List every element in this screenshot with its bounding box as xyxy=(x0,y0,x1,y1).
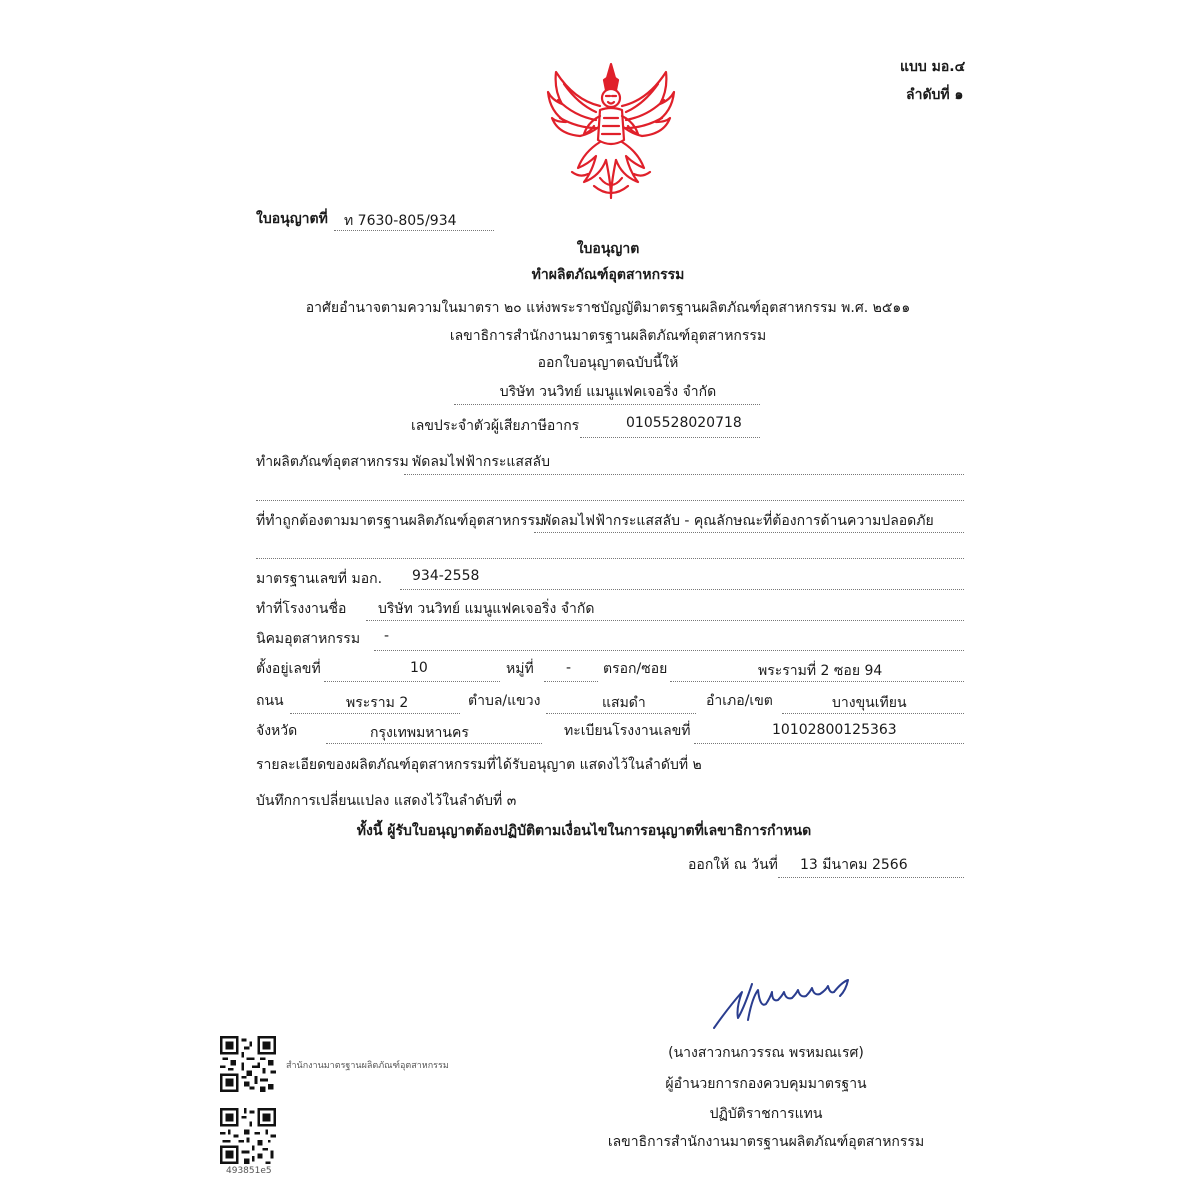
qr-caption: สำนักงานมาตรฐานผลิตภัณฑ์อุตสาหกรรม xyxy=(286,1061,449,1071)
license-number-line xyxy=(334,230,494,231)
signatory-position-2: ปฏิบัติราชการแทน xyxy=(709,1106,823,1122)
moo-label: หมู่ที่ xyxy=(506,661,534,677)
factory-label: ทำที่โรงงานชื่อ xyxy=(256,601,347,617)
factory-line xyxy=(366,620,964,621)
product-line xyxy=(404,474,964,475)
licensee-company-line xyxy=(454,404,760,405)
qr-code-icon xyxy=(220,1036,276,1092)
license-title: ใบอนุญาต xyxy=(576,241,640,257)
details-note: รายละเอียดของผลิตภัณฑ์อุตสาหกรรมที่ได้รับอนุญาต แสดงไว้ในลำดับที่ ๒ xyxy=(256,757,702,773)
product-label: ทำผลิตภัณฑ์อุตสาหกรรม xyxy=(256,454,409,470)
factory-value: บริษัท วนวิทย์ แมนูแฟคเจอริ่ง จำกัด xyxy=(378,601,595,617)
sequence-number: ลำดับที่ ๑ xyxy=(906,87,964,103)
factory-reg-label: ทะเบียนโรงงานเลขที่ xyxy=(564,723,691,739)
license-number-label: ใบอนุญาตที่ xyxy=(256,211,328,227)
license-subtitle: ทำผลิตภัณฑ์อุตสาหกรรม xyxy=(531,267,685,283)
soi-value: พระรามที่ 2 ซอย 94 xyxy=(758,663,883,679)
qr-code-icon xyxy=(220,1108,276,1164)
standard-line-2 xyxy=(256,558,964,559)
address-no-line xyxy=(324,681,500,682)
product-line-2 xyxy=(256,500,964,501)
signatory-name: (นางสาวกนกวรรณ พรหมณเรศ) xyxy=(668,1045,864,1061)
tax-id-label: เลขประจำตัวผู้เสียภาษีอากร xyxy=(411,418,580,434)
subdistrict-line xyxy=(546,713,696,714)
estate-label: นิคมอุตสาหกรรม xyxy=(256,631,361,647)
issue-to-line: ออกใบอนุญาตฉบับนี้ให้ xyxy=(537,355,679,371)
soi-label: ตรอก/ซอย xyxy=(603,661,668,677)
district-label: อำเภอ/เขต xyxy=(706,693,773,709)
garuda-emblem-icon xyxy=(544,60,678,202)
issue-date-label: ออกให้ ณ วันที่ xyxy=(688,857,778,873)
signatory-position-1: ผู้อำนวยการกองควบคุมมาตรฐาน xyxy=(665,1076,867,1092)
province-line xyxy=(326,743,542,744)
tax-id-line xyxy=(580,437,760,438)
form-type: แบบ มอ.๔ xyxy=(900,59,966,75)
issue-date-value: 13 มีนาคม 2566 xyxy=(800,857,908,873)
licensee-company: บริษัท วนวิทย์ แมนูแฟคเจอริ่ง จำกัด xyxy=(499,384,717,400)
standard-label: ที่ทำถูกต้องตามมาตรฐานผลิตภัณฑ์อุตสาหกรรม xyxy=(256,513,545,529)
address-no-label: ตั้งอยู่เลขที่ xyxy=(256,661,321,677)
factory-reg-line xyxy=(694,743,964,744)
estate-line xyxy=(374,650,964,651)
condition-note: ทั้งนี้ ผู้รับใบอนุญาตต้องปฏิบัติตามเงื่อนไขในการอนุญาตที่เลขาธิการกำหนด xyxy=(356,823,812,839)
changes-note: บันทึกการเปลี่ยนแปลง แสดงไว้ในลำดับที่ ๓ xyxy=(256,793,517,809)
district-line xyxy=(782,713,964,714)
issue-date-line xyxy=(778,877,964,878)
signature-icon xyxy=(708,968,868,1038)
authority-line: อาศัยอำนาจตามความในมาตรา ๒๐ แห่งพระราชบัญญัติมาตรฐานผลิตภัณฑ์อุตสาหกรรม พ.ศ. ๒๕๑๑ xyxy=(305,300,911,316)
standard-no-label: มาตรฐานเลขที่ มอก. xyxy=(256,571,383,587)
document-code: 493851e5 xyxy=(226,1166,272,1176)
road-value: พระราม 2 xyxy=(346,695,409,711)
tax-id-value: 0105528020718 xyxy=(626,415,742,431)
province-value: กรุงเทพมหานคร xyxy=(370,725,469,741)
moo-line xyxy=(544,681,598,682)
subdistrict-value: แสมดำ xyxy=(602,695,646,711)
license-number-value: ท 7630-805/934 xyxy=(344,213,457,229)
factory-reg-value: 10102800125363 xyxy=(772,722,897,738)
district-value: บางขุนเทียน xyxy=(832,695,907,711)
road-line xyxy=(290,713,460,714)
province-label: จังหวัด xyxy=(256,723,298,739)
standard-no-value: 934-2558 xyxy=(412,568,480,584)
road-label: ถนน xyxy=(256,693,284,709)
signatory-position-3: เลขาธิการสำนักงานมาตรฐานผลิตภัณฑ์อุตสาหกรรม xyxy=(607,1134,925,1150)
estate-value: - xyxy=(384,628,390,644)
standard-value: พัดลมไฟฟ้ากระแสสลับ - คุณลักษณะที่ต้องการด้านความปลอดภัย xyxy=(542,513,934,529)
subdistrict-label: ตำบล/แขวง xyxy=(468,693,541,709)
moo-value: - xyxy=(566,660,572,676)
address-no-value: 10 xyxy=(410,660,428,676)
soi-line xyxy=(670,681,964,682)
product-value: พัดลมไฟฟ้ากระแสสลับ xyxy=(412,454,550,470)
standard-no-line xyxy=(400,589,964,590)
standard-line xyxy=(534,532,964,533)
issuer-line: เลขาธิการสำนักงานมาตรฐานผลิตภัณฑ์อุตสาหกรรม xyxy=(449,328,767,344)
